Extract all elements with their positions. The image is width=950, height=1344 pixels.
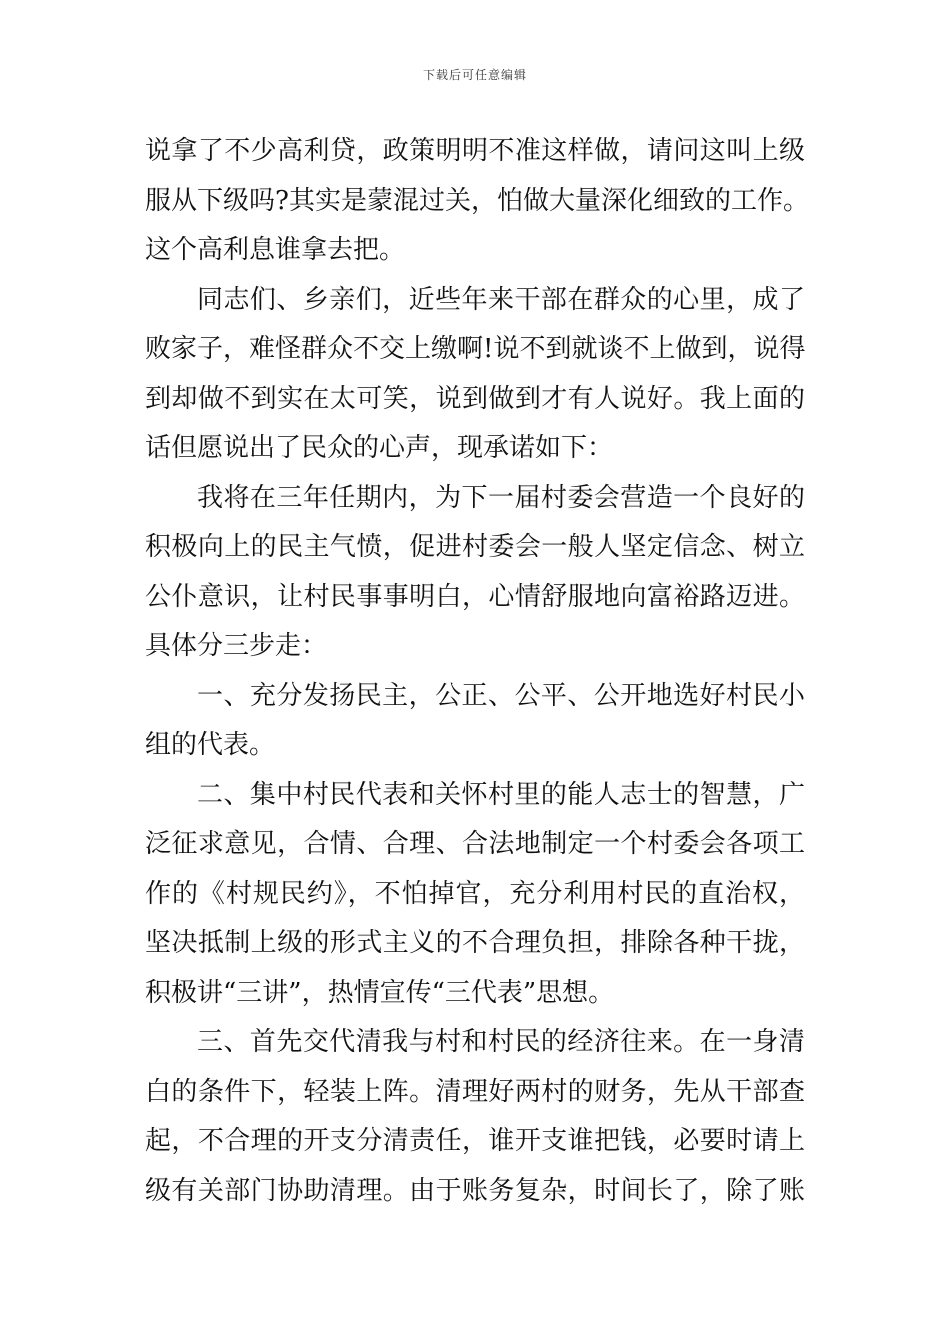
text-line: 服从下级吗?其实是蒙混过关，怕做大量深化细致的工作。 <box>145 185 809 216</box>
text-line: 一、充分发扬民主，公正、公平、公开地选好村民小 <box>197 680 805 711</box>
text-line: 我将在三年任期内，为下一届村委会营造一个良好的 <box>197 482 805 513</box>
text-line: 到却做不到实在太可笑，说到做到才有人说好。我上面的 <box>145 383 805 414</box>
text-line: 同志们、乡亲们，近些年来干部在群众的心里，成了 <box>197 284 805 315</box>
text-line: 组的代表。 <box>145 730 276 760</box>
text-line: 话但愿说出了民众的心声，现承诺如下： <box>145 433 614 463</box>
text-line: 积极讲“三讲”，热情宣传“三代表”思想。 <box>145 977 615 1008</box>
text-line: 白的条件下，轻装上阵。清理好两村的财务，先从干部查 <box>145 1076 805 1107</box>
text-line: 泛征求意见，合情、合理、合法地制定一个村委会各项工 <box>145 829 805 859</box>
text-line: 坚决抵制上级的形式主义的不合理负担，排除各种干拢， <box>145 928 805 958</box>
text-line: 级有关部门协助清理。由于账务复杂，时间长了，除了账 <box>145 1175 805 1206</box>
text-line: 积极向上的民主气愤，促进村委会一般人坚定信念、树立 <box>145 532 805 562</box>
text-line: 具体分三步走： <box>145 631 328 661</box>
text-line: 二、集中村民代表和关怀村里的能人志士的智慧，广 <box>197 779 805 810</box>
text-line: 公仆意识，让村民事事明白，心情舒服地向富裕路迈进。 <box>145 581 805 612</box>
text-line: 败家子，难怪群众不交上缴啊!说不到就谈不上做到，说得 <box>145 334 806 364</box>
page-header-note: 下载后可任意编辑 <box>422 68 527 82</box>
text-line: 说拿了不少高利贷，政策明明不准这样做，请问这叫上级 <box>145 136 805 166</box>
document-body <box>145 127 809 1216</box>
text-line: 这个高利息谁拿去把。 <box>145 235 406 265</box>
text-line: 起，不合理的开支分清责任，谁开支谁把钱，必要时请上 <box>145 1126 805 1156</box>
text-line: 三、首先交代清我与村和村民的经济往来。在一身清 <box>197 1027 805 1057</box>
text-line: 作的《村规民约》，不怕掉官，充分利用村民的直治权， <box>145 878 805 909</box>
